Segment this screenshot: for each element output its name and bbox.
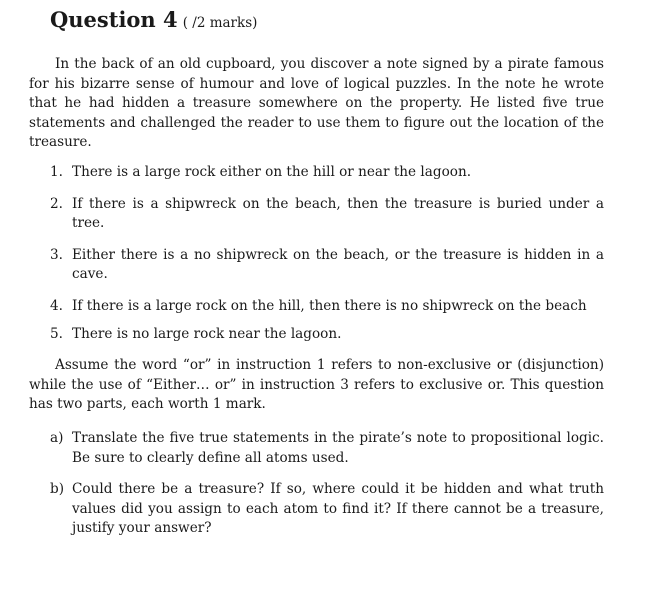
statement-text: Either there is a no shipwreck on the beach, or the treasure is hidden in a cave. [72,246,604,283]
statement-text: If there is a large rock on the hill, then there is no shipwreck on the beach [72,297,587,314]
statement-number: 1. [50,163,63,180]
statement-number: 4. [50,297,63,314]
statement-number: 2. [50,195,63,212]
list-item [29,480,604,539]
list-item [29,195,604,234]
statement-text: There is a large rock either on the hill or near the lagoon. [72,163,472,180]
assumption-paragraph: Assume the word “or” in instruction 1 refers to non-exclusive or (disjunction) while the use of “Either… or” in instruction 3 refers to exclusive or. This question has two parts, each worth 1 mark. [29,357,604,413]
statement-text: If there is a shipwreck on the beach, then the treasure is buried under a tree. [72,195,604,232]
list-item [29,163,604,183]
list-item [29,246,604,285]
intro-paragraph: In the back of an old cupboard, you discover a note signed by a pirate famous for his bizarre sense of humour and love of logical puzzles. In the note he wrote that he had hidden a treasure somewhere on the property. He listed five true statements and challenged the reader to use them to figure out the location of the treasure. [29,56,604,151]
list-item [29,297,604,317]
question-heading [50,8,604,35]
parts-list [29,429,604,539]
part-label: a) [50,429,64,446]
part-text: Could there be a treasure? If so, where could it be hidden and what truth values did you assign to each atom to find it? If there cannot be a treasure, justify your answer? [72,481,604,537]
list-item [29,429,604,468]
part-label: b) [50,481,65,498]
question-marks: ( /2 marks) [182,15,258,31]
statement-number: 3. [50,246,63,263]
list-item [29,325,604,345]
question-title: Question 4 [50,7,178,32]
statement-text: There is no large rock near the lagoon. [72,325,342,342]
part-text: Translate the five true statements in the pirate’s note to propositional logic. Be sure to clearly define all atoms used. [72,429,604,466]
statement-number: 5. [50,325,63,342]
statement-list [29,163,604,344]
